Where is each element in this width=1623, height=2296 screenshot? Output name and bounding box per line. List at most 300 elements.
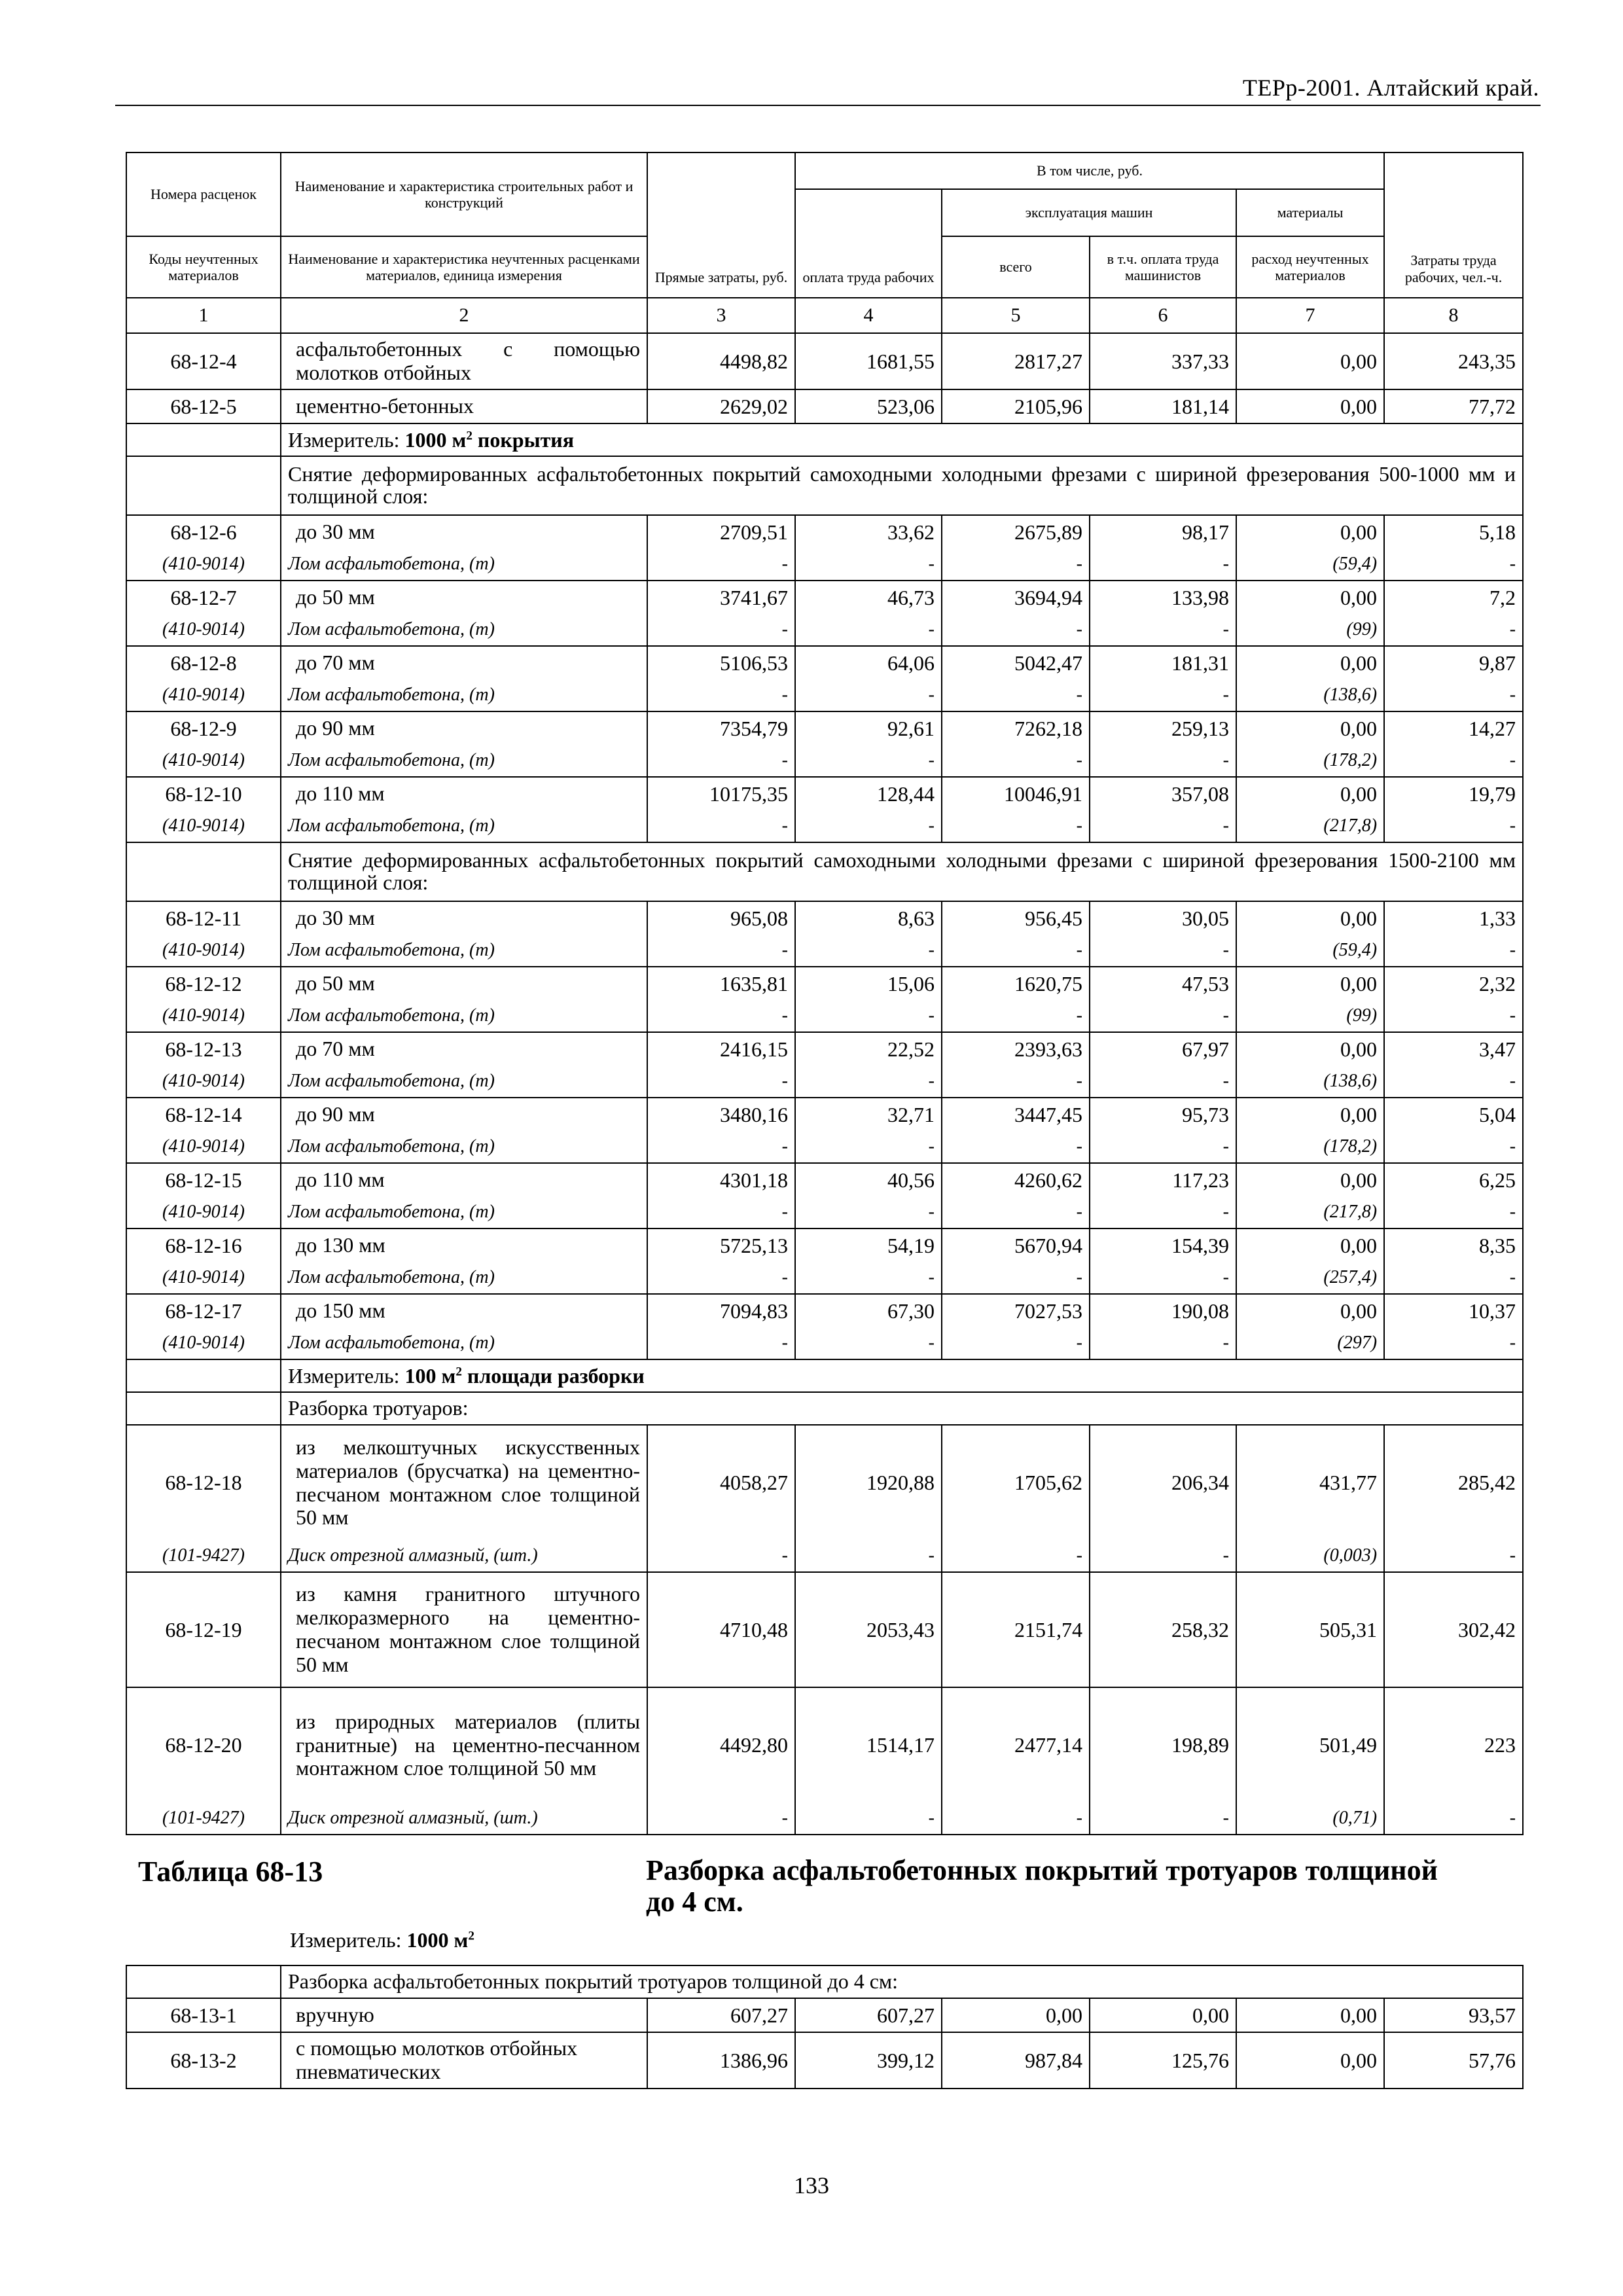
material-value: -	[1090, 1000, 1236, 1032]
material-row	[126, 1196, 1523, 1229]
meter-object: покрытия	[472, 427, 575, 452]
material-value: -	[1090, 1262, 1236, 1294]
rate-code: 68-12-7	[126, 581, 281, 614]
material-value: -	[1384, 1262, 1523, 1294]
material-row	[126, 679, 1523, 711]
rate-value: 0,00	[1236, 711, 1384, 745]
material-name: Лом асфальтобетона, (т)	[281, 1131, 647, 1163]
rate-value: 2675,89	[942, 515, 1090, 548]
table-68-13-heading-row	[126, 1835, 1523, 1965]
rate-value: 0,00	[1236, 2032, 1384, 2089]
rate-value: 7,2	[1384, 581, 1523, 614]
rate-value: 4260,62	[942, 1163, 1090, 1196]
rate-value: 0,00	[1236, 1998, 1384, 2032]
rate-name: из камня гранитного штучного мелкоразмерного на цементно-песчаном монтажном слое толщиной 50 мм	[281, 1572, 647, 1687]
col7-head: расход неучтенных материалов	[1236, 236, 1384, 298]
meter-value	[407, 1928, 474, 1952]
rate-name: до 150 мм	[281, 1294, 647, 1327]
material-name: Диск отрезной алмазный, (шт.)	[281, 1540, 647, 1572]
material-code: (410-9014)	[126, 548, 281, 581]
table-row	[126, 1032, 1523, 1066]
meter-value	[405, 428, 575, 452]
empty-cell	[126, 456, 281, 515]
rate-code: 68-12-8	[126, 646, 281, 679]
rate-value: 0,00	[1236, 901, 1384, 935]
table-row	[126, 777, 1523, 810]
material-value: -	[647, 1000, 795, 1032]
material-value: (138,6)	[1236, 1066, 1384, 1098]
material-name: Диск отрезной алмазный, (шт.)	[281, 1803, 647, 1835]
meter-unit-power: 2	[468, 1929, 474, 1943]
material-row	[126, 810, 1523, 842]
material-name: Лом асфальтобетона, (т)	[281, 1066, 647, 1098]
material-name: Лом асфальтобетона, (т)	[281, 548, 647, 581]
table-header	[126, 152, 1523, 298]
rate-value: 117,23	[1090, 1163, 1236, 1196]
rate-value: 607,27	[647, 1998, 795, 2032]
material-name: Лом асфальтобетона, (т)	[281, 1000, 647, 1032]
material-value: -	[1384, 1000, 1523, 1032]
meter	[281, 423, 1523, 456]
rate-value: 181,31	[1090, 646, 1236, 679]
material-value: -	[942, 1196, 1090, 1229]
rate-value: 95,73	[1090, 1098, 1236, 1131]
rate-value: 77,72	[1384, 389, 1523, 423]
section-title	[281, 456, 1523, 515]
material-value: -	[795, 1131, 942, 1163]
meter-value	[405, 1364, 645, 1388]
material-value: -	[1384, 548, 1523, 581]
material-value: -	[1384, 745, 1523, 777]
rate-name: до 110 мм	[281, 1163, 647, 1196]
rate-value: 4301,18	[647, 1163, 795, 1196]
material-value: -	[1090, 1066, 1236, 1098]
material-value: (99)	[1236, 614, 1384, 646]
material-value: -	[942, 1327, 1090, 1359]
material-value: -	[1384, 1196, 1523, 1229]
rate-value: 243,35	[1384, 333, 1523, 389]
material-name: Лом асфальтобетона, (т)	[281, 1196, 647, 1229]
rate-value: 2,32	[1384, 967, 1523, 1000]
material-value: -	[1384, 1066, 1523, 1098]
material-value: -	[647, 745, 795, 777]
rate-value: 0,00	[1236, 333, 1384, 389]
rate-value: 965,08	[647, 901, 795, 935]
material-code: (410-9014)	[126, 1000, 281, 1032]
material-value: (217,8)	[1236, 810, 1384, 842]
rate-value: 3694,94	[942, 581, 1090, 614]
material-value: -	[942, 745, 1090, 777]
rate-code: 68-12-6	[126, 515, 281, 548]
table-row	[126, 1294, 1523, 1327]
table-row	[126, 1229, 1523, 1262]
rate-value: 32,71	[795, 1098, 942, 1131]
rate-code: 68-13-1	[126, 1998, 281, 2032]
material-name: Лом асфальтобетона, (т)	[281, 810, 647, 842]
rate-value: 337,33	[1090, 333, 1236, 389]
rate-code: 68-12-5	[126, 389, 281, 423]
rate-value: 128,44	[795, 777, 942, 810]
materials-head: материалы	[1236, 189, 1384, 236]
material-row	[126, 614, 1523, 646]
meter-unit: 1000 м	[404, 427, 467, 452]
rate-value: 64,06	[795, 646, 942, 679]
rate-value: 2477,14	[942, 1687, 1090, 1803]
rate-value: 3447,45	[942, 1098, 1090, 1131]
page-number: 133	[794, 2172, 829, 2198]
rate-value: 0,00	[1236, 1294, 1384, 1327]
rate-name: до 30 мм	[281, 901, 647, 935]
rate-value: 1920,88	[795, 1425, 942, 1540]
rate-code: 68-12-18	[126, 1425, 281, 1540]
material-value: -	[795, 1066, 942, 1098]
material-value: (297)	[1236, 1327, 1384, 1359]
rate-value: 125,76	[1090, 2032, 1236, 2089]
rates-table	[126, 152, 1524, 2089]
empty-cell	[126, 842, 281, 901]
material-value: (217,8)	[1236, 1196, 1384, 1229]
table-row	[126, 1425, 1523, 1540]
column-number: 1	[126, 298, 281, 333]
rate-value: 4710,48	[647, 1572, 795, 1687]
rate-value: 190,08	[1090, 1294, 1236, 1327]
rate-value: 431,77	[1236, 1425, 1384, 1540]
rate-value: 40,56	[795, 1163, 942, 1196]
table-row	[126, 1163, 1523, 1196]
rate-name: с помощью молотков отбойных пневматических	[281, 2032, 647, 2089]
material-value: -	[795, 614, 942, 646]
rate-value: 22,52	[795, 1032, 942, 1066]
material-name: Лом асфальтобетона, (т)	[281, 679, 647, 711]
rate-value: 0,00	[1236, 1032, 1384, 1066]
rate-value: 5106,53	[647, 646, 795, 679]
rate-code: 68-12-9	[126, 711, 281, 745]
material-code: (410-9014)	[126, 1131, 281, 1163]
material-value: -	[647, 1262, 795, 1294]
table-number: Таблица 68-13	[138, 1856, 323, 1888]
col1-bottom-head: Коды неучтенных материалов	[126, 236, 281, 298]
empty-cell	[126, 1359, 281, 1392]
section-title-row	[126, 1965, 1523, 1998]
table-row	[126, 646, 1523, 679]
material-value: (178,2)	[1236, 745, 1384, 777]
material-row	[126, 1327, 1523, 1359]
rate-name: до 130 мм	[281, 1229, 647, 1262]
material-name: Лом асфальтобетона, (т)	[281, 935, 647, 967]
material-value: -	[647, 1540, 795, 1572]
rate-value: 501,49	[1236, 1687, 1384, 1803]
rate-code: 68-12-12	[126, 967, 281, 1000]
rate-value: 2817,27	[942, 333, 1090, 389]
material-row	[126, 1000, 1523, 1032]
table-row	[126, 1687, 1523, 1803]
rate-code: 68-12-14	[126, 1098, 281, 1131]
rate-code: 68-12-20	[126, 1687, 281, 1803]
material-value: -	[647, 1131, 795, 1163]
material-code: (410-9014)	[126, 1066, 281, 1098]
material-row	[126, 1540, 1523, 1572]
material-value: -	[647, 810, 795, 842]
rate-value: 0,00	[1090, 1998, 1236, 2032]
material-code: (101-9427)	[126, 1540, 281, 1572]
material-code: (410-9014)	[126, 1196, 281, 1229]
rate-value: 1705,62	[942, 1425, 1090, 1540]
material-code: (410-9014)	[126, 1262, 281, 1294]
rate-value: 154,39	[1090, 1229, 1236, 1262]
meter-unit-power: 2	[466, 428, 473, 442]
rate-value: 7027,53	[942, 1294, 1090, 1327]
rate-value: 0,00	[942, 1998, 1090, 2032]
rate-name: вручную	[281, 1998, 647, 2032]
rate-value: 92,61	[795, 711, 942, 745]
rate-name: до 70 мм	[281, 1032, 647, 1066]
rate-value: 8,35	[1384, 1229, 1523, 1262]
material-value: -	[795, 1196, 942, 1229]
material-value: (0,003)	[1236, 1540, 1384, 1572]
rate-value: 7262,18	[942, 711, 1090, 745]
empty-cell	[126, 423, 281, 456]
material-name: Лом асфальтобетона, (т)	[281, 745, 647, 777]
material-value: -	[647, 935, 795, 967]
col5-head: всего	[942, 236, 1090, 298]
rate-value: 0,00	[1236, 967, 1384, 1000]
material-value: -	[1384, 1803, 1523, 1835]
material-value: -	[1384, 1327, 1523, 1359]
material-value: -	[942, 548, 1090, 581]
rate-value: 67,97	[1090, 1032, 1236, 1066]
rate-value: 1386,96	[647, 2032, 795, 2089]
column-numbers-row	[126, 298, 1523, 333]
section-title	[281, 1965, 1523, 1998]
material-value: -	[1090, 745, 1236, 777]
material-value: -	[647, 1803, 795, 1835]
running-header: ТЕРр-2001. Алтайский край.	[1242, 75, 1539, 101]
material-code: (410-9014)	[126, 810, 281, 842]
material-value: -	[942, 935, 1090, 967]
material-value: (138,6)	[1236, 679, 1384, 711]
empty-cell	[126, 1392, 281, 1425]
rate-value: 46,73	[795, 581, 942, 614]
rate-name: цементно-бетонных	[281, 389, 647, 423]
rate-value: 7094,83	[647, 1294, 795, 1327]
material-value: -	[795, 745, 942, 777]
rate-value: 2393,63	[942, 1032, 1090, 1066]
material-value: -	[942, 679, 1090, 711]
meter	[281, 1359, 1523, 1392]
column-number: 3	[647, 298, 795, 333]
rate-name: до 90 мм	[281, 711, 647, 745]
col8-head: Затраты труда рабочих, чел.-ч.	[1384, 152, 1523, 298]
rate-value: 1514,17	[795, 1687, 942, 1803]
rate-value: 2105,96	[942, 389, 1090, 423]
rate-name: до 90 мм	[281, 1098, 647, 1131]
col2-top-head: Наименование и характеристика строительных работ и конструкций	[281, 152, 647, 236]
rate-name: до 30 мм	[281, 515, 647, 548]
rate-value: 47,53	[1090, 967, 1236, 1000]
rate-value: 181,14	[1090, 389, 1236, 423]
table-row	[126, 901, 1523, 935]
meter-object: площади разборки	[461, 1363, 645, 1388]
meter-row	[126, 423, 1523, 456]
material-row	[126, 548, 1523, 581]
material-code: (101-9427)	[126, 1803, 281, 1835]
rate-code: 68-12-19	[126, 1572, 281, 1687]
material-value: -	[1090, 679, 1236, 711]
rate-value: 15,06	[795, 967, 942, 1000]
rate-value: 6,25	[1384, 1163, 1523, 1196]
rate-value: 67,30	[795, 1294, 942, 1327]
rate-value: 0,00	[1236, 1098, 1384, 1131]
table-row	[126, 967, 1523, 1000]
material-code: (410-9014)	[126, 1327, 281, 1359]
material-value: -	[647, 548, 795, 581]
rate-value: 19,79	[1384, 777, 1523, 810]
empty-cell	[126, 1965, 281, 1998]
table-meter	[290, 1928, 474, 1952]
machines-head: эксплуатация машин	[942, 189, 1236, 236]
material-value: (0,71)	[1236, 1803, 1384, 1835]
rate-code: 68-12-15	[126, 1163, 281, 1196]
material-value: -	[795, 1262, 942, 1294]
table-row	[126, 711, 1523, 745]
rate-code: 68-13-2	[126, 2032, 281, 2089]
rate-value: 206,34	[1090, 1425, 1236, 1540]
group-head: В том числе, руб.	[795, 152, 1384, 189]
col4-head: оплата труда рабочих	[795, 189, 942, 298]
meter-label: Измеритель:	[288, 1363, 400, 1388]
column-number: 4	[795, 298, 942, 333]
table-row	[126, 1572, 1523, 1687]
header-rule	[115, 105, 1541, 106]
rate-value: 198,89	[1090, 1687, 1236, 1803]
material-value: (257,4)	[1236, 1262, 1384, 1294]
material-row	[126, 1066, 1523, 1098]
material-row	[126, 1262, 1523, 1294]
material-value: -	[647, 1066, 795, 1098]
material-value: (59,4)	[1236, 548, 1384, 581]
rate-value: 223	[1384, 1687, 1523, 1803]
material-name: Лом асфальтобетона, (т)	[281, 1262, 647, 1294]
rate-code: 68-12-13	[126, 1032, 281, 1066]
rate-value: 9,87	[1384, 646, 1523, 679]
material-value: -	[942, 614, 1090, 646]
rate-value: 0,00	[1236, 646, 1384, 679]
table-row	[126, 389, 1523, 423]
rate-value: 2416,15	[647, 1032, 795, 1066]
rate-value: 4492,80	[647, 1687, 795, 1803]
col2-bottom-head: Наименование и характеристика неучтенных расценками материалов, единица измерения	[281, 236, 647, 298]
material-value: -	[1090, 1803, 1236, 1835]
col6-head: в т.ч. оплата труда машинистов	[1090, 236, 1236, 298]
rate-value: 607,27	[795, 1998, 942, 2032]
rate-value: 0,00	[1236, 1229, 1384, 1262]
rate-code: 68-12-4	[126, 333, 281, 389]
material-code: (410-9014)	[126, 745, 281, 777]
material-row	[126, 1803, 1523, 1835]
material-value: -	[795, 935, 942, 967]
rate-name: из мелкоштучных искусственных материалов (брусчатка) на цементно-песчаном монтажном слое толщиной 50 мм	[281, 1425, 647, 1540]
material-value: -	[942, 1066, 1090, 1098]
rate-value: 302,42	[1384, 1572, 1523, 1687]
section-title-text: Снятие деформированных асфальтобетонных покрытий самоходными холодными фрезами с шириной фрезерования 1500-2100 мм толщиной слоя:	[288, 848, 1516, 894]
material-value: -	[1090, 1540, 1236, 1572]
rate-value: 93,57	[1384, 1998, 1523, 2032]
rate-value: 956,45	[942, 901, 1090, 935]
column-number: 6	[1090, 298, 1236, 333]
rate-value: 0,00	[1236, 389, 1384, 423]
material-value: -	[647, 1196, 795, 1229]
material-value: -	[1384, 935, 1523, 967]
material-value: -	[1384, 1540, 1523, 1572]
table-title: Разборка асфальтобетонных покрытий тротуаров толщиной до 4 см.	[646, 1854, 1438, 1918]
rate-value: 133,98	[1090, 581, 1236, 614]
material-code: (410-9014)	[126, 679, 281, 711]
meter-label: Измеритель:	[290, 1928, 402, 1952]
material-value: -	[1090, 1196, 1236, 1229]
rate-value: 5725,13	[647, 1229, 795, 1262]
rate-value: 3480,16	[647, 1098, 795, 1131]
rate-value: 30,05	[1090, 901, 1236, 935]
rate-value: 5042,47	[942, 646, 1090, 679]
rate-value: 10175,35	[647, 777, 795, 810]
rate-name: до 70 мм	[281, 646, 647, 679]
rate-value: 3741,67	[647, 581, 795, 614]
table-68-13-heading	[126, 1835, 1523, 1965]
rate-name: до 50 мм	[281, 967, 647, 1000]
column-number: 8	[1384, 298, 1523, 333]
section-title-text: Разборка тротуаров:	[288, 1396, 469, 1420]
rate-value: 8,63	[795, 901, 942, 935]
material-value: -	[1090, 1327, 1236, 1359]
rate-code: 68-12-11	[126, 901, 281, 935]
material-value: (59,4)	[1236, 935, 1384, 967]
section-title-row	[126, 1392, 1523, 1425]
material-value: -	[1090, 548, 1236, 581]
material-value: -	[1384, 810, 1523, 842]
material-value: -	[1090, 935, 1236, 967]
material-value: -	[795, 548, 942, 581]
rate-value: 1,33	[1384, 901, 1523, 935]
material-value: -	[942, 1000, 1090, 1032]
section-title-row	[126, 456, 1523, 515]
column-number: 7	[1236, 298, 1384, 333]
material-value: (99)	[1236, 1000, 1384, 1032]
material-value: -	[942, 1803, 1090, 1835]
section-title	[281, 1392, 1523, 1425]
rate-value: 5,18	[1384, 515, 1523, 548]
material-value: -	[795, 1540, 942, 1572]
rate-value: 33,62	[795, 515, 942, 548]
table-row	[126, 333, 1523, 389]
rate-value: 259,13	[1090, 711, 1236, 745]
section-title-text: Снятие деформированных асфальтобетонных покрытий самоходными холодными фрезами с шириной фрезерования 500-1000 мм и толщиной слоя:	[288, 462, 1516, 508]
rate-value: 285,42	[1384, 1425, 1523, 1540]
material-value: -	[942, 1262, 1090, 1294]
rate-value: 2151,74	[942, 1572, 1090, 1687]
material-row	[126, 935, 1523, 967]
rate-code: 68-12-16	[126, 1229, 281, 1262]
rate-value: 4498,82	[647, 333, 795, 389]
rate-value: 0,00	[1236, 581, 1384, 614]
table-row	[126, 2032, 1523, 2089]
meter-unit: 100 м	[404, 1363, 456, 1388]
material-row	[126, 745, 1523, 777]
rate-name: из природных материалов (плиты гранитные) на цементно-песчанном монтажном слое толщиной 50 мм	[281, 1687, 647, 1803]
material-value: (178,2)	[1236, 1131, 1384, 1163]
material-name: Лом асфальтобетона, (т)	[281, 1327, 647, 1359]
rate-value: 10046,91	[942, 777, 1090, 810]
material-value: -	[1384, 679, 1523, 711]
